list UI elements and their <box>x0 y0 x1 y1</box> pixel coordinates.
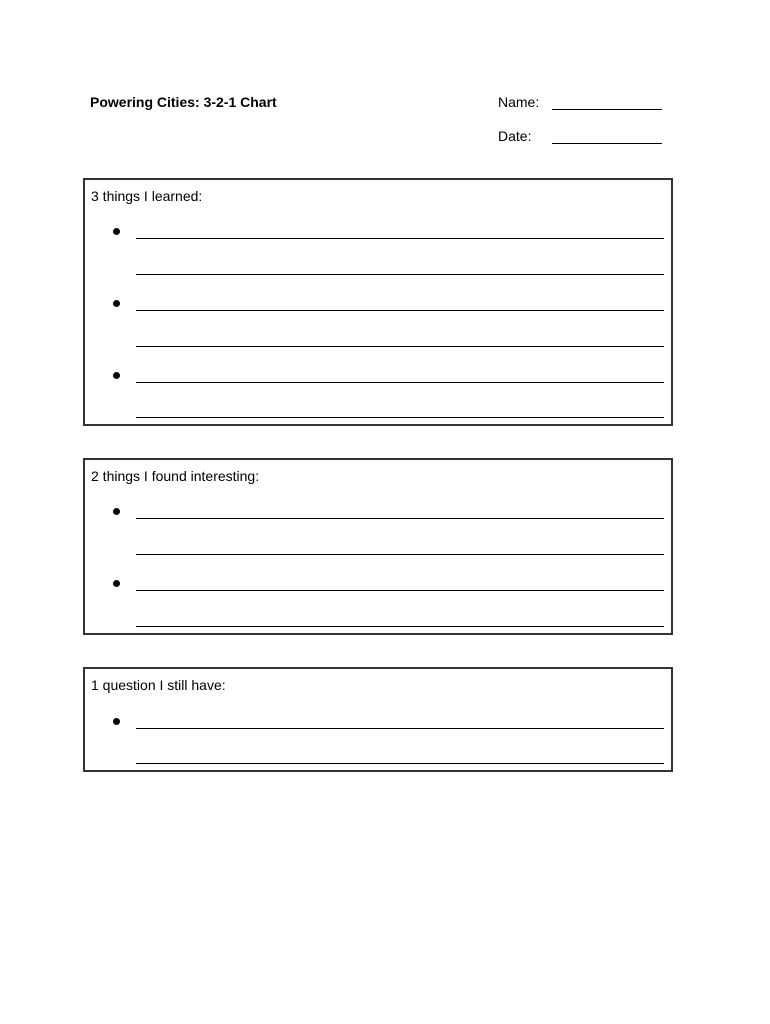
answer-line[interactable] <box>136 346 664 347</box>
answer-line[interactable] <box>136 238 664 239</box>
answer-line[interactable] <box>136 310 664 311</box>
bullet-icon <box>113 718 120 725</box>
answer-line[interactable] <box>136 728 664 729</box>
answer-line[interactable] <box>136 626 664 627</box>
answer-line[interactable] <box>136 382 664 383</box>
date-field[interactable] <box>552 143 662 144</box>
name-label: Name: <box>498 94 540 110</box>
section-title: 3 things I learned: <box>91 188 203 204</box>
section-learned <box>83 178 673 426</box>
bullet-icon <box>113 228 120 235</box>
bullet-icon <box>113 580 120 587</box>
name-field[interactable] <box>552 109 662 110</box>
answer-line[interactable] <box>136 518 664 519</box>
section-interesting <box>83 458 673 635</box>
date-label: Date: <box>498 128 532 144</box>
answer-line[interactable] <box>136 274 664 275</box>
bullet-icon <box>113 300 120 307</box>
answer-line[interactable] <box>136 554 664 555</box>
section-question <box>83 667 673 772</box>
page-title: Powering Cities: 3-2-1 Chart <box>90 94 277 110</box>
bullet-icon <box>113 508 120 515</box>
bullet-icon <box>113 372 120 379</box>
answer-line[interactable] <box>136 417 664 418</box>
answer-line[interactable] <box>136 763 664 764</box>
section-title: 1 question I still have: <box>91 677 226 693</box>
answer-line[interactable] <box>136 590 664 591</box>
section-title: 2 things I found interesting: <box>91 468 260 484</box>
